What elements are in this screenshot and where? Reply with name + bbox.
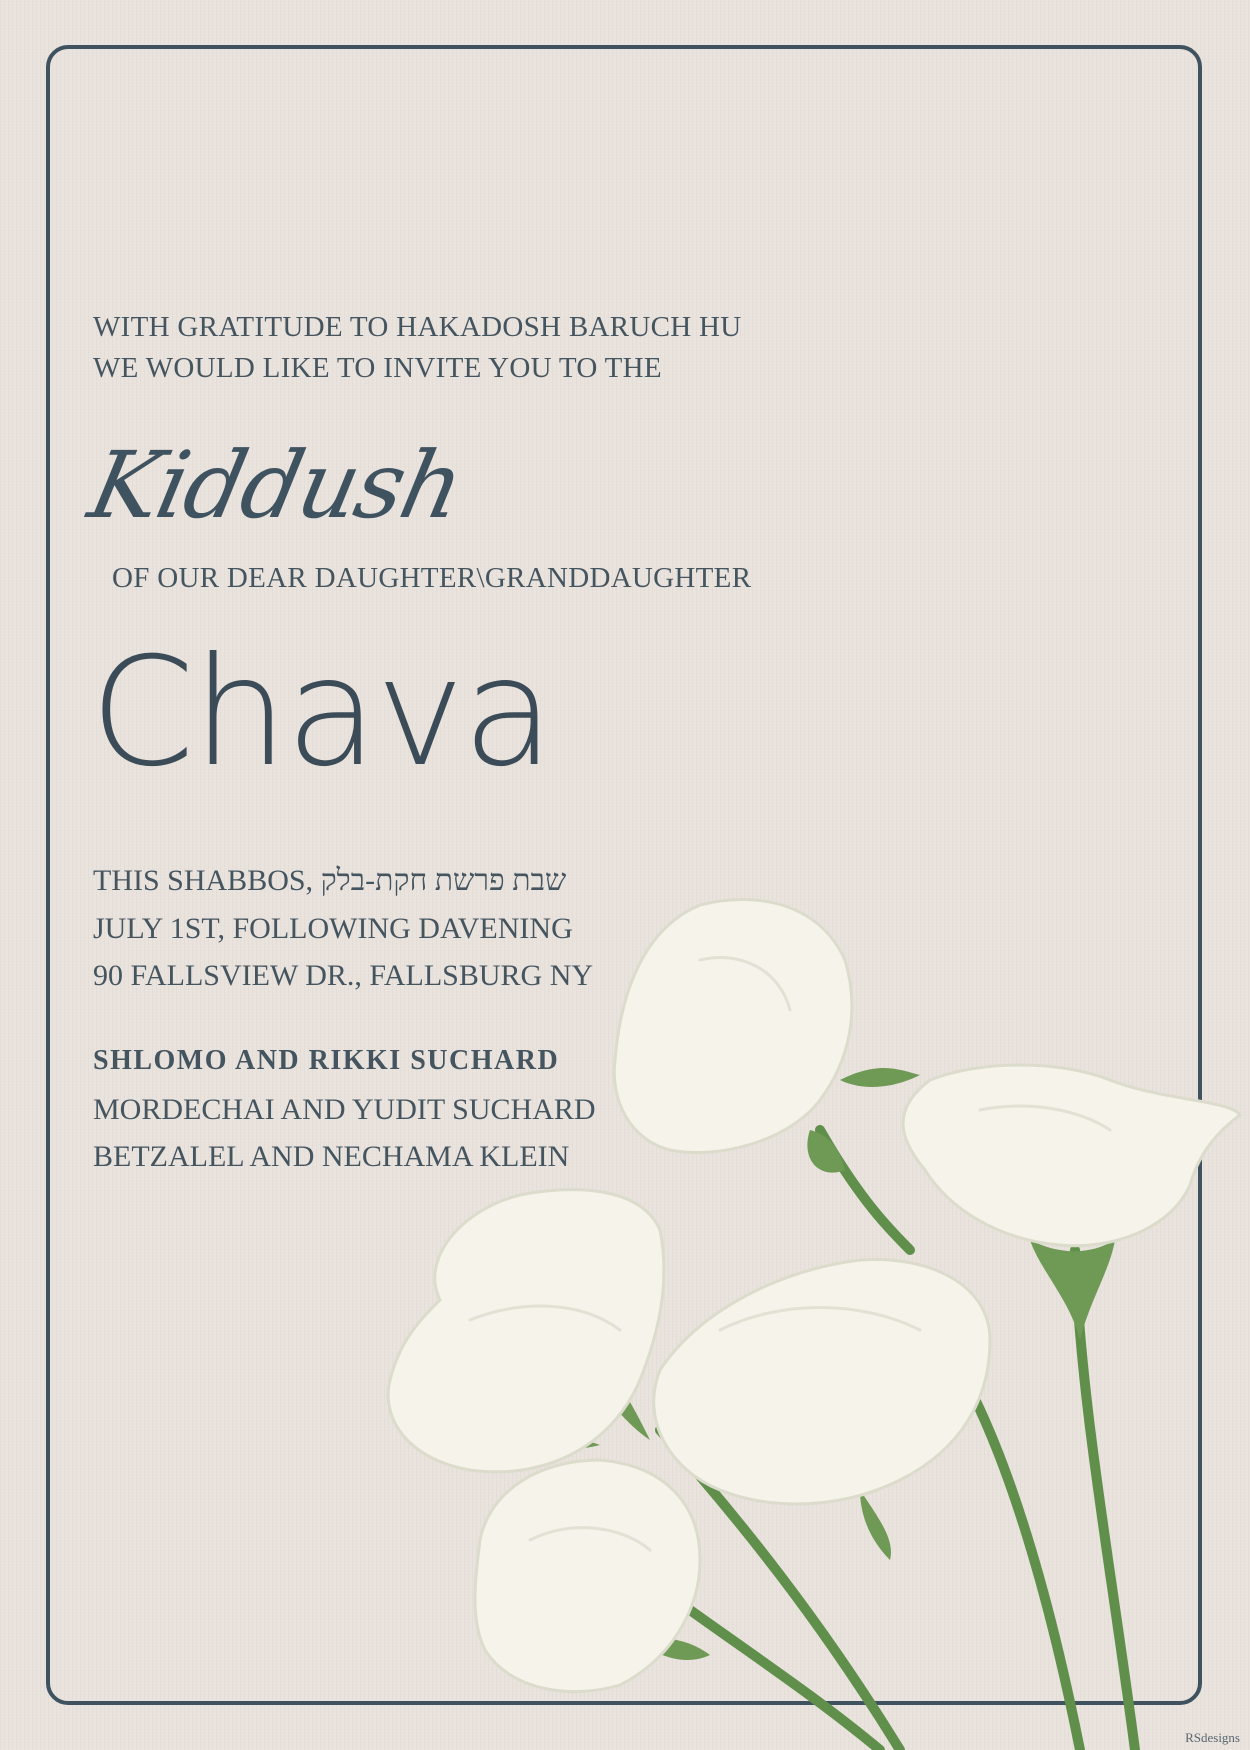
rose-bloom-2 <box>903 1065 1240 1246</box>
detail-address: 90 FALLSVIEW DR., FALLSBURG NY <box>93 959 594 992</box>
rose-stem-3 <box>960 1370 1080 1750</box>
host-line-2: MORDECHAI AND YUDIT SUCHARD <box>93 1093 596 1126</box>
designer-credit: RSdesigns <box>1185 1730 1240 1745</box>
honoree-name: Chava <box>90 626 553 800</box>
detail-time: JULY 1ST, FOLLOWING DAVENING <box>93 912 573 945</box>
host-line-3: BETZALEL AND NECHAMA KLEIN <box>93 1140 570 1173</box>
host-line-1: SHLOMO AND RIKKI SUCHARD <box>93 1045 560 1076</box>
rose-bloom-1 <box>614 900 852 1153</box>
intro-line-2: WE WOULD LIKE TO INVITE YOU TO THE <box>93 352 662 384</box>
rose-bloom-4 <box>654 1259 990 1503</box>
relation-line: OF OUR DEAR DAUGHTER\GRANDDAUGHTER <box>112 562 752 594</box>
rose-leaf <box>840 1068 920 1087</box>
rose-bloom-3 <box>388 1190 664 1472</box>
rose-bloom-5 <box>475 1460 700 1692</box>
detail-date-parsha: THIS SHABBOS, שבת פרשת חקת-בלק <box>93 864 567 897</box>
event-title: Kiddush <box>80 432 472 539</box>
rose-sepal <box>1030 1240 1115 1340</box>
rose-sepal <box>860 1490 891 1560</box>
intro-line-1: WITH GRATITUDE TO HAKADOSH BARUCH HU <box>93 311 742 343</box>
